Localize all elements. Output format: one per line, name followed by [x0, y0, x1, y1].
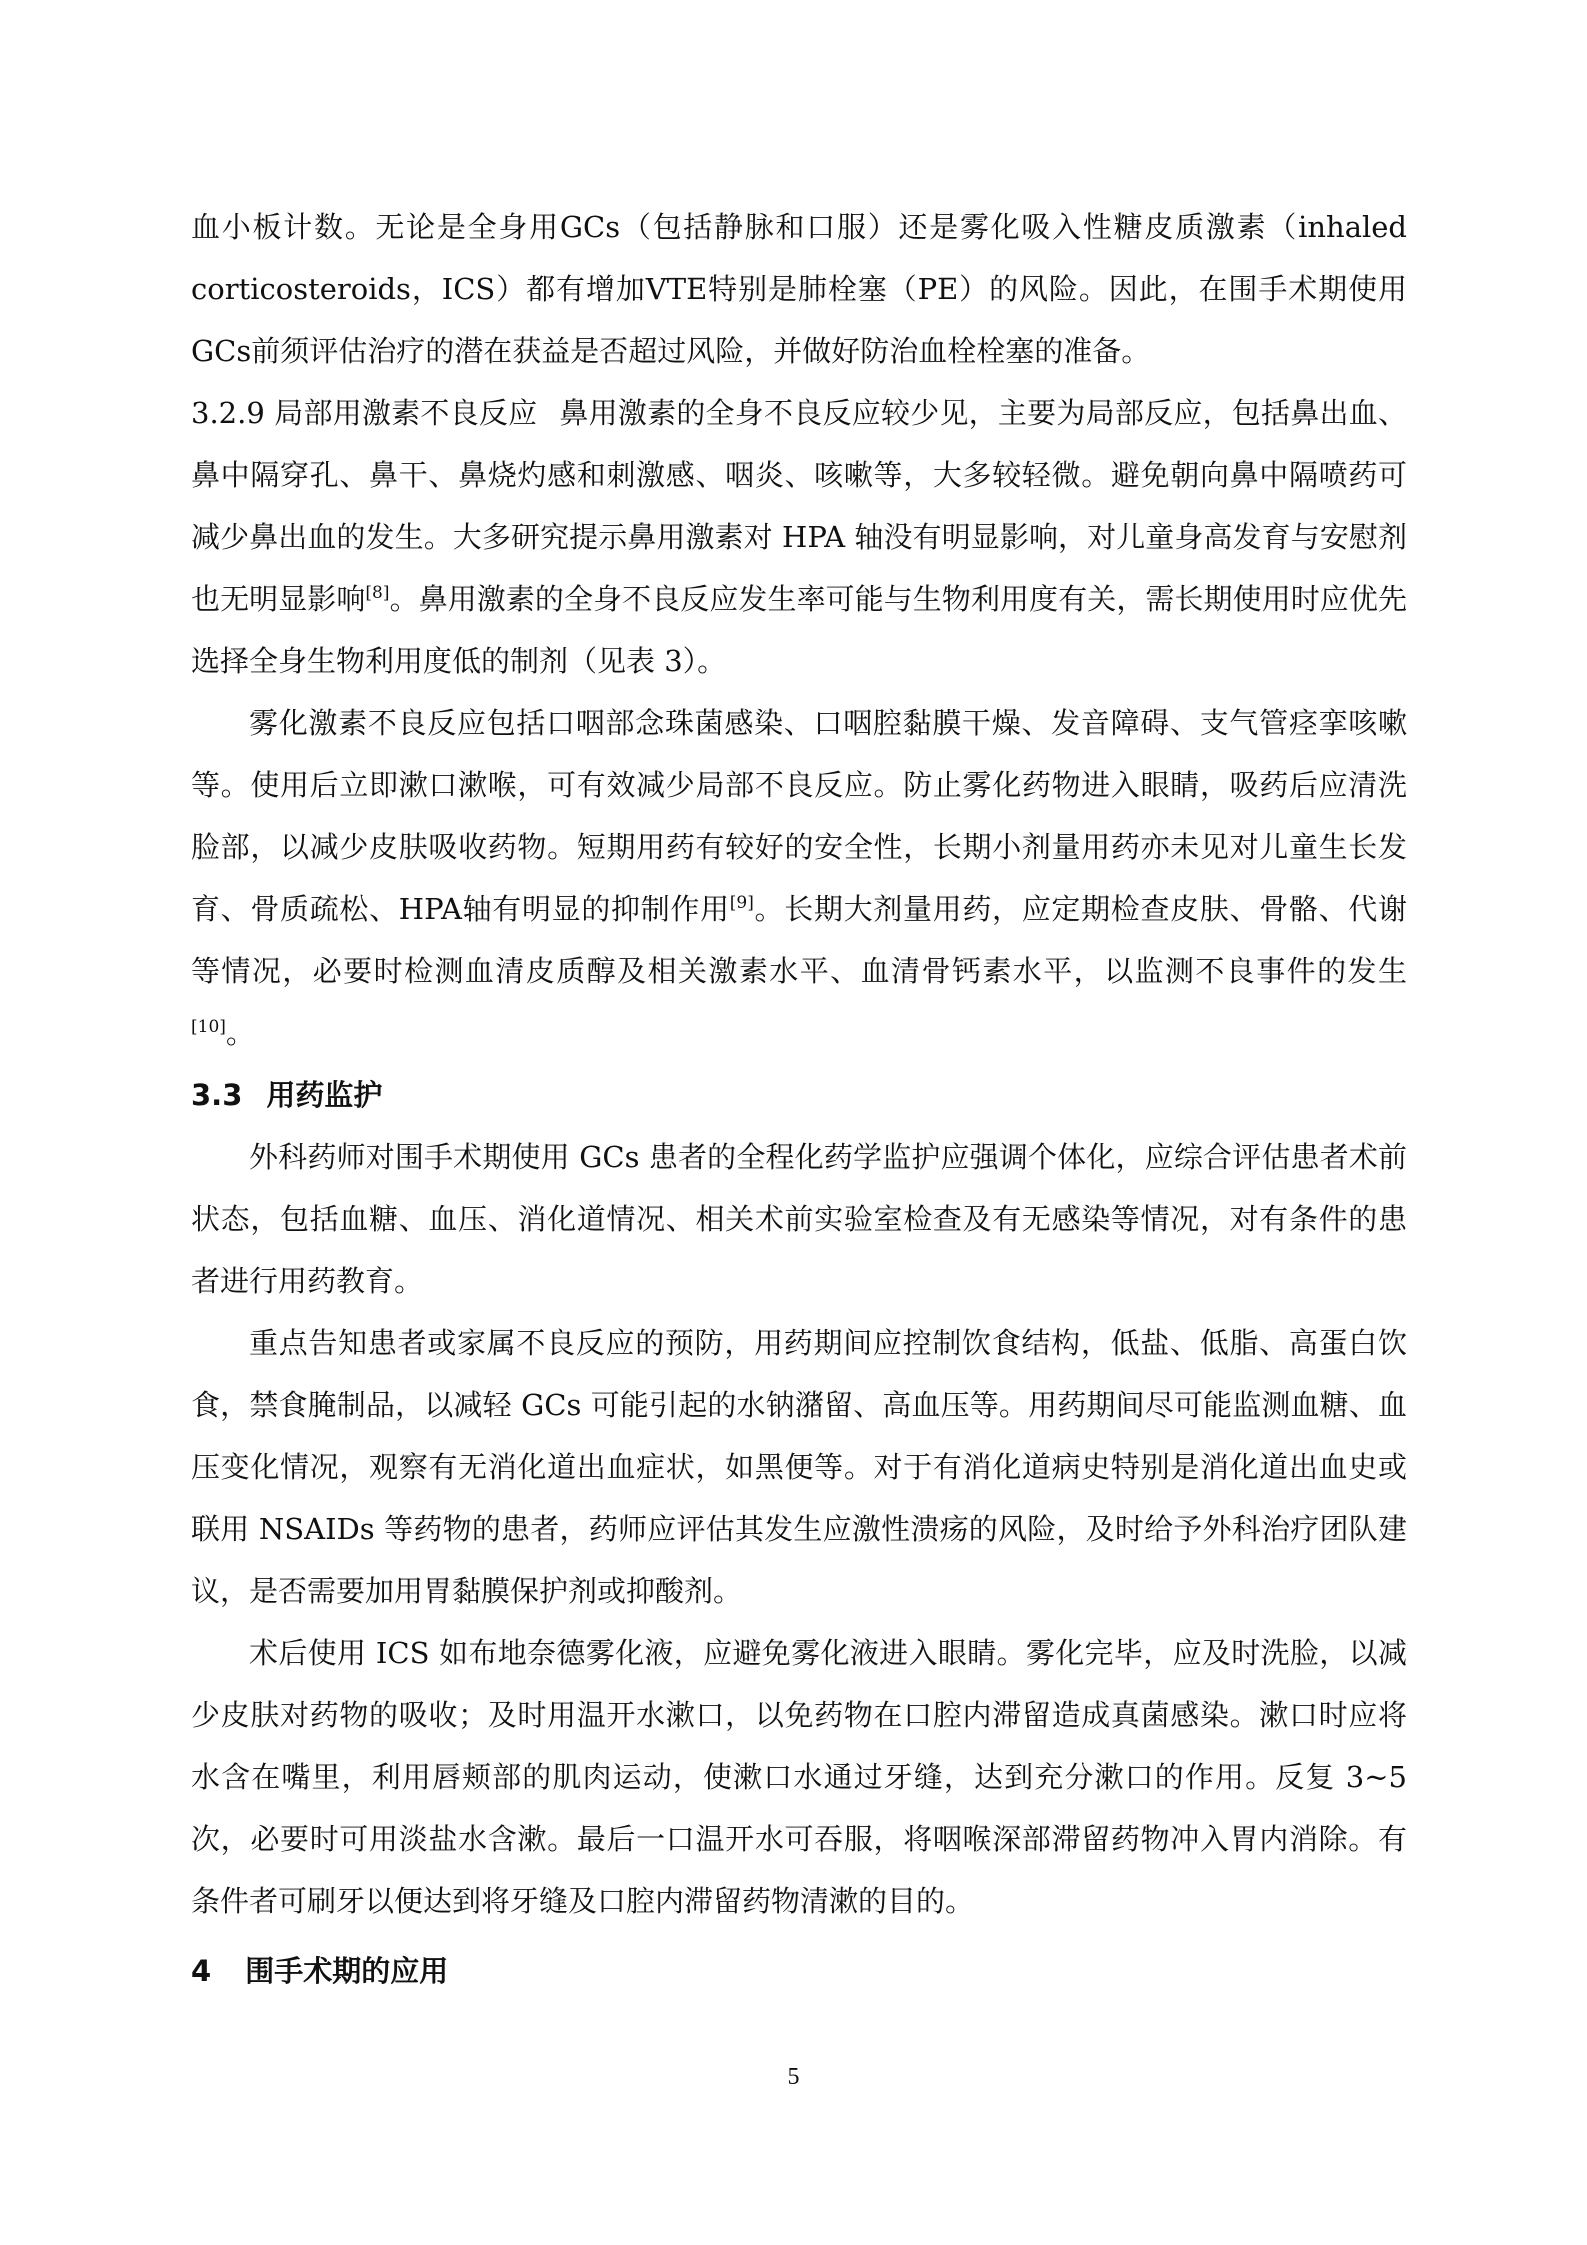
paragraph-text: 。鼻用激素的全身不良反应发生率可能与生物利用度有关，需长期使用时应优先选择全身生物利用度低的制剂（见表 3）。	[191, 582, 1407, 678]
paragraph-text: 术后使用 ICS 如布地奈德雾化液，应避免雾化液进入眼睛。雾化完毕，应及时洗脸，以减少皮肤对药物的吸收；及时用温开水漱口，以免药物在口腔内滞留造成真菌感染。漱口时应将水含在嘴里，利用唇颊部的肌肉运动，使漱口水通过牙缝，达到充分漱口的作用。反复 3~5 次，必要时可用淡盐水含漱。最后一口温开水可吞服，将咽喉深部滞留药物冲入胃内消除。有条件者可刷牙以便达到将牙缝及口腔内滞留药物清漱的目的。	[191, 1636, 1407, 1918]
citation-10: [10]	[191, 1017, 226, 1037]
section-heading-3-3	[191, 1064, 1407, 1126]
document-page	[191, 196, 1407, 2002]
paragraph-adverse-reaction-prevention	[191, 1312, 1407, 1622]
section-title: 用药监护	[266, 1078, 383, 1112]
paragraph-vte-risk	[191, 196, 1407, 382]
citation-8: [8]	[365, 583, 390, 603]
citation-9: [9]	[729, 893, 754, 913]
section-number: 3.3	[191, 1078, 243, 1112]
section-heading-4	[191, 1940, 1407, 2002]
paragraph-text: 雾化激素不良反应包括口咽部念珠菌感染、口咽腔黏膜干燥、发音障碍、支气管痉挛咳嗽等。使用后立即漱口漱喉，可有效减少局部不良反应。防止雾化药物进入眼睛，吸药后应清洗脸部，以减少皮肤吸收药物。短期用药有较好的安全性，长期小剂量用药亦未见对儿童生长发育、骨质疏松、HPA轴有明显的抑制作用	[191, 706, 1407, 926]
section-title: 围手术期的应用	[245, 1954, 449, 1988]
paragraph-text: 鼻用激素的全身不良反应较少见，主要为局部反应，包括鼻出血、鼻中隔穿孔、鼻干、鼻烧灼感和刺激感、咽炎、咳嗽等，大多较轻微。避免朝向鼻中隔喷药可减少鼻出血的发生。大多研究提示鼻用激素对 HPA 轴没有明显影响，对儿童身高发育与安慰剂也无明显影响	[191, 396, 1407, 616]
paragraph-text: 。长期大剂量用药，应定期检查皮肤、骨骼、代谢等情况，必要时检测血清皮质醇及相关激素水平、血清骨钙素水平，以监测不良事件的发生	[191, 892, 1407, 988]
section-number: 4	[191, 1954, 212, 1988]
paragraph-nebulized-steroid	[191, 692, 1407, 1064]
section-label-3-2-9: 3.2.9 局部用激素不良反应	[191, 396, 538, 430]
paragraph-text: 。	[225, 1016, 255, 1050]
paragraph-text: 外科药师对围手术期使用 GCs 患者的全程化药学监护应强调个体化，应综合评估患者术前状态，包括血糖、血压、消化道情况、相关术前实验室检查及有无感染等情况，对有条件的患者进行用药教育。	[191, 1140, 1407, 1298]
paragraph-local-steroid-adverse-reactions	[191, 382, 1407, 692]
page-number: 5	[787, 2064, 800, 2090]
paragraph-text: 血小板计数。无论是全身用GCs（包括静脉和口服）还是雾化吸入性糖皮质激素（inhaled corticosteroids，ICS）都有增加VTE特别是肺栓塞（PE）的风险。因此，在围手术期使用GCs前须评估治疗的潜在获益是否超过风险，并做好防治血栓栓塞的准备。	[191, 210, 1407, 368]
paragraph-pharmacist-monitoring	[191, 1126, 1407, 1312]
paragraph-ics-mouth-rinse	[191, 1622, 1407, 1932]
paragraph-text: 重点告知患者或家属不良反应的预防，用药期间应控制饮食结构，低盐、低脂、高蛋白饮食，禁食腌制品，以减轻 GCs 可能引起的水钠潴留、高血压等。用药期间尽可能监测血糖、血压变化情况，观察有无消化道出血症状，如黑便等。对于有消化道病史特别是消化道出血史或联用 NSAIDs 等药物的患者，药师应评估其发生应激性溃疡的风险，及时给予外科治疗团队建议，是否需要加用胃黏膜保护剂或抑酸剂。	[191, 1326, 1407, 1608]
